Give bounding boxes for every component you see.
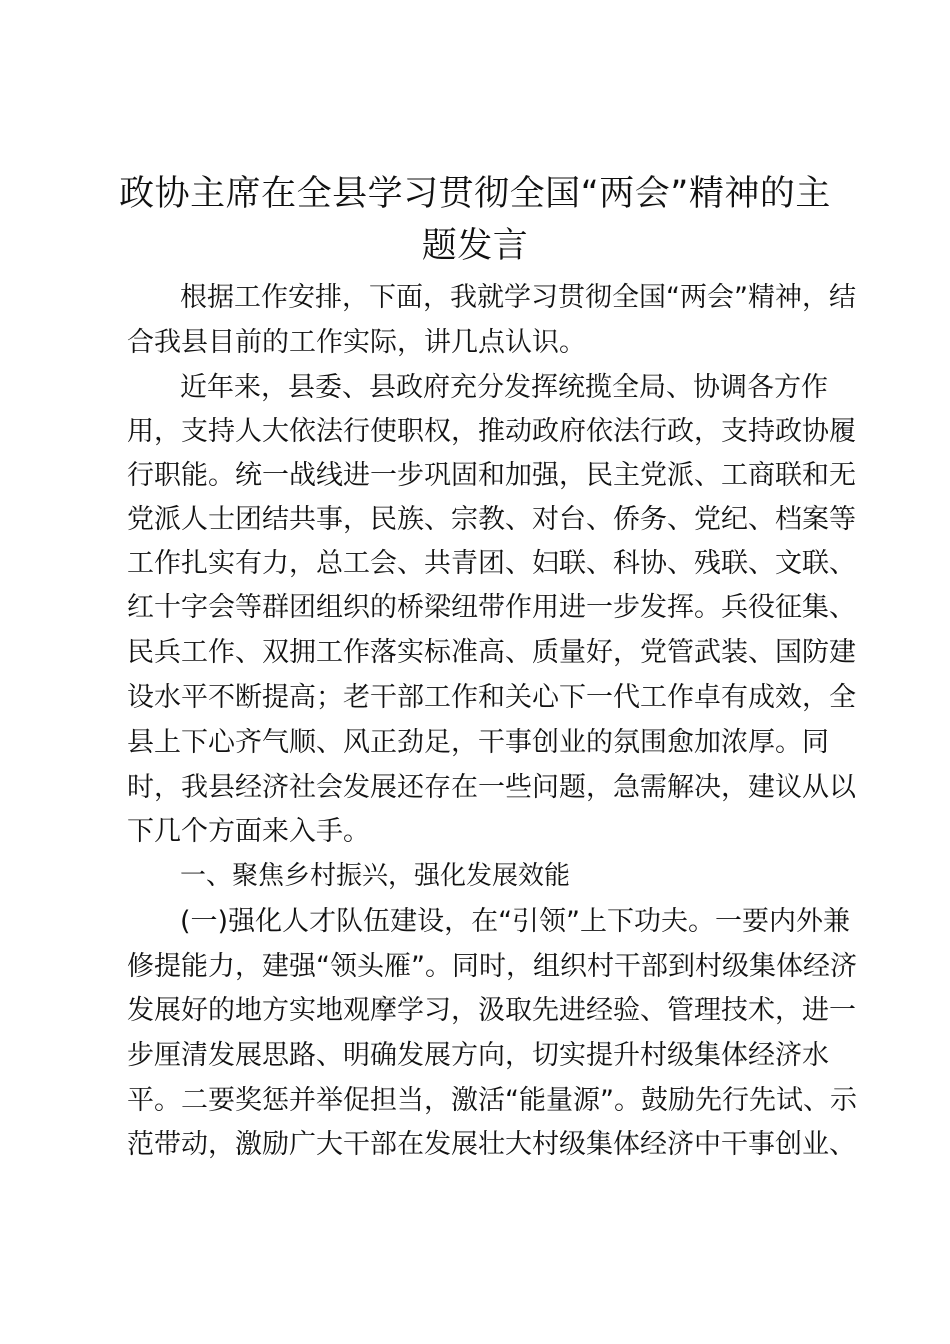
- paragraph-line: 县上下心齐气顺、风正劲足，干事创业的氛围愈加浓厚。同: [127, 727, 829, 758]
- section-heading: 一、聚焦乡村振兴，强化发展效能: [180, 861, 571, 891]
- paragraph-line: 合我县目前的工作实际，讲几点认识。: [127, 327, 586, 358]
- paragraph-line: 行职能。统一战线进一步巩固和加强，民主党派、工商联和无: [127, 460, 856, 491]
- paragraph-line: (一)强化人才队伍建设，在“引领”上下功夫。一要内外兼: [180, 906, 851, 937]
- paragraph-line: 工作扎实有力，总工会、共青团、妇联、科协、残联、文联、: [127, 548, 856, 579]
- paragraph-line: 根据工作安排，下面，我就学习贯彻全国“两会”精神，结: [180, 282, 856, 313]
- paragraph-line: 党派人士团结共事，民族、宗教、对台、侨务、党纪、档案等: [127, 504, 856, 535]
- paragraph-line: 设水平不断提高；老干部工作和关心下一代工作卓有成效，全: [127, 682, 856, 713]
- paragraph-line: 红十字会等群团组织的桥梁纽带作用进一步发挥。兵役征集、: [127, 592, 856, 623]
- paragraph-line: 修提能力，建强“领头雁”。同时，组织村干部到村级集体经济: [127, 951, 857, 982]
- paragraph-line: 步厘清发展思路、明确发展方向，切实提升村级集体经济水: [127, 1040, 829, 1071]
- paragraph-line: 用，支持人大依法行使职权，推动政府依法行政，支持政协履: [127, 416, 856, 447]
- paragraph-line: 近年来，县委、县政府充分发挥统揽全局、协调各方作: [180, 372, 828, 403]
- paragraph-line: 下几个方面来入手。: [127, 816, 370, 847]
- document-title: 政协主席在全县学习贯彻全国“两会”精神的主题发言: [119, 174, 831, 266]
- paragraph-line: 时，我县经济社会发展还存在一些问题，急需解决，建议从以: [127, 772, 856, 803]
- paragraph-line: 民兵工作、双拥工作落实标准高、质量好，党管武装、国防建: [127, 637, 856, 668]
- paragraph-line: 平。二要奖惩并举促担当，激活“能量源”。鼓励先行先试、示: [127, 1085, 857, 1116]
- paragraph-line: 发展好的地方实地观摩学习，汲取先进经验、管理技术，进一: [127, 995, 856, 1026]
- paragraph-line: 范带动，激励广大干部在发展壮大村级集体经济中干事创业、: [127, 1129, 856, 1160]
